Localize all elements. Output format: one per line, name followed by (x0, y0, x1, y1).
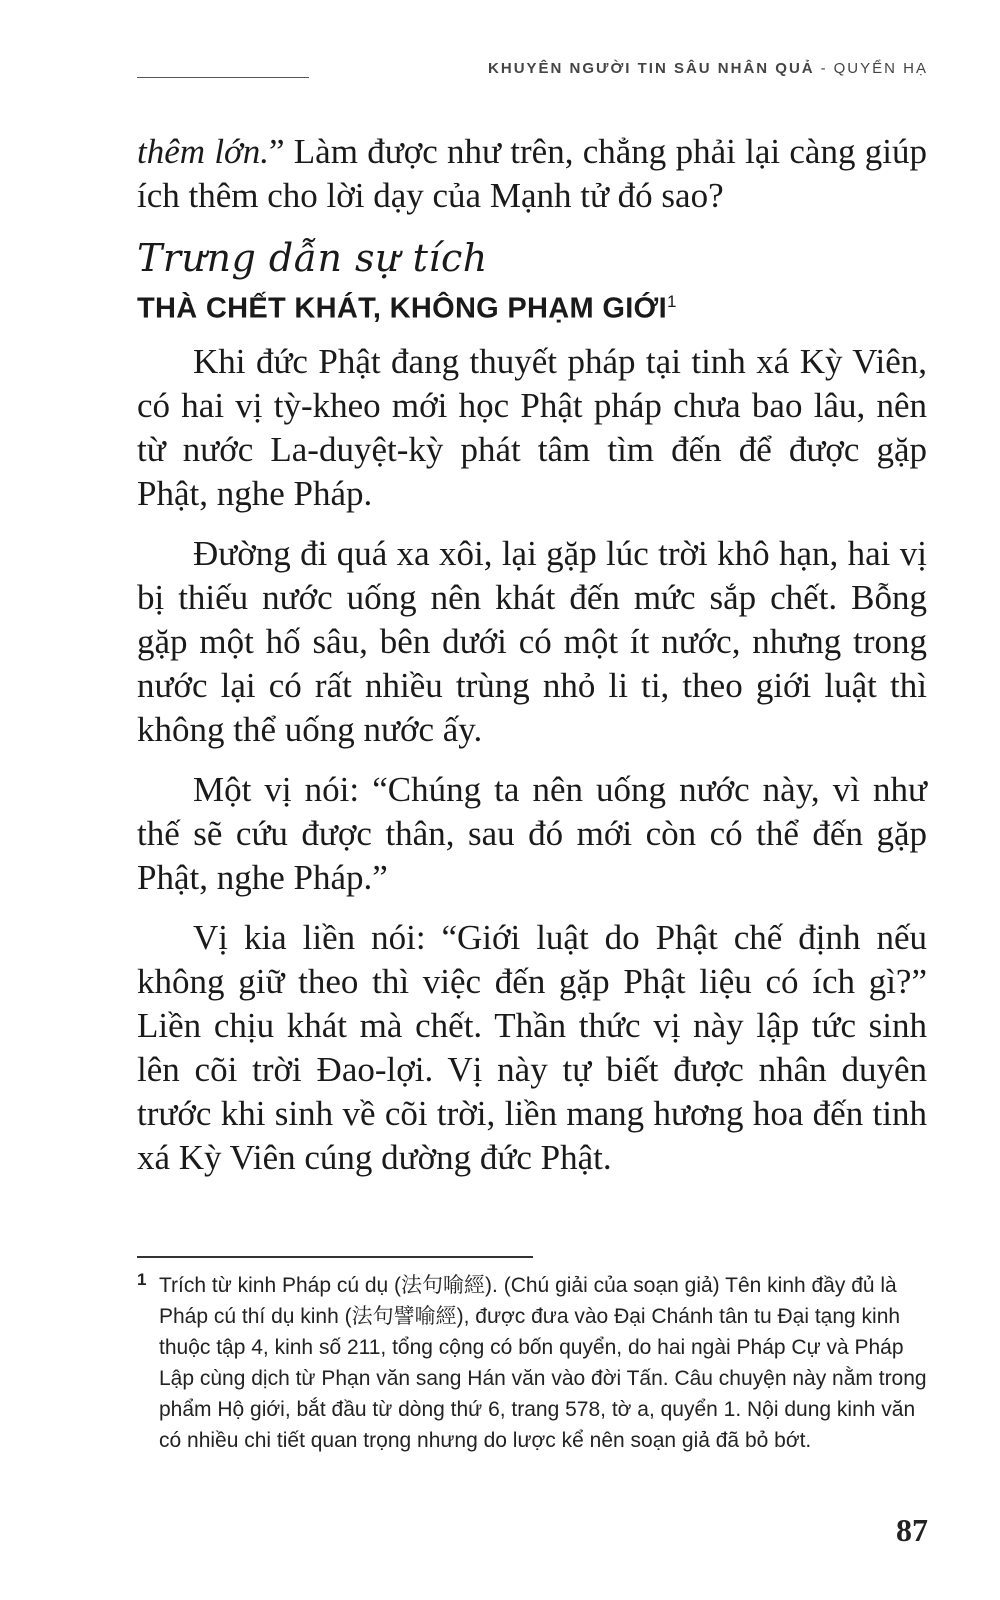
book-title: KHUYÊN NGƯỜI TIN SÂU NHÂN QUẢ (488, 60, 815, 77)
header-separator: - (820, 60, 828, 77)
header-rule (137, 77, 309, 78)
volume-label: QUYỂN HẠ (833, 60, 928, 77)
story-paragraph-3: Một vị nói: “Chúng ta nên uống nước này, vì như thế sẽ cứu được thân, sau đó mới còn có thể đến gặp Phật, nghe Pháp.” (137, 769, 927, 897)
page-number: 87 (896, 1512, 928, 1548)
intro-text: ” Làm được như trên, chẳng phải lại càng giúp ích thêm cho lời dạy của Mạnh tử đó sao? (137, 132, 927, 215)
intro-italic-text: thêm lớn. (137, 132, 269, 171)
story-paragraph-4: Vị kia liền nói: “Giới luật do Phật chế định nếu không giữ theo thì việc đến gặp Phật liệu có ích gì?” Liền chịu khát mà chết. Thần thức vị này lập tức sinh lên cõi trời Đao-lợi. Vị này tự biết được nhân duyên trước khi sinh về cõi trời, liền mang hương hoa đến tinh xá Kỳ Viên cúng dường đức Phật. (137, 917, 927, 1177)
footnote (137, 1270, 927, 1456)
story-title (137, 292, 927, 326)
story-paragraph-2: Đường đi quá xa xôi, lại gặp lúc trời khô hạn, hai vị bị thiếu nước uống nên khát đến mức sắp chết. Bỗng gặp một hố sâu, bên dưới có một ít nước, nhưng trong nước lại có rất nhiều trùng nhỏ li ti, theo giới luật thì không thể uống nước ấy. (137, 533, 927, 749)
page-content (137, 130, 927, 1180)
footnote-marker: 1 (137, 1270, 147, 1289)
footnote-rule (137, 1256, 533, 1258)
footnote-reference: 1 (666, 292, 677, 311)
story-title-text: THÀ CHẾT KHÁT, KHÔNG PHẠM GIỚI (137, 292, 667, 325)
story-paragraph-1: Khi đức Phật đang thuyết pháp tại tinh xá Kỳ Viên, có hai vị tỳ-kheo mới học Phật pháp chưa bao lâu, nên từ nước La-duyệt-kỳ phát tâm tìm đến để được gặp Phật, nghe Pháp. (137, 341, 927, 513)
section-title: Trưng dẫn sự tích (137, 236, 488, 280)
intro-paragraph (137, 130, 927, 218)
footnote-text: Trích từ kinh Pháp cú dụ (法句喻經). (Chú giải của soạn giả) Tên kinh đầy đủ là Pháp cú thí dụ kinh (法句譬喻經), được đưa vào Đại Chánh tân tu Đại tạng kinh thuộc tập 4, kinh số 211, tổng cộng có bốn quyển, do hai ngài Pháp Cự và Pháp Lập cùng dịch từ Phạn văn sang Hán văn vào đời Tấn. Câu chuyện này nằm trong phẩm Hộ giới, bắt đầu từ dòng thứ 6, trang 578, tờ a, quyển 1. Nội dung kinh văn có nhiều chi tiết quan trọng nhưng do lược kể nên soạn giả đã bỏ bớt. (159, 1274, 927, 1452)
running-head (488, 60, 928, 77)
